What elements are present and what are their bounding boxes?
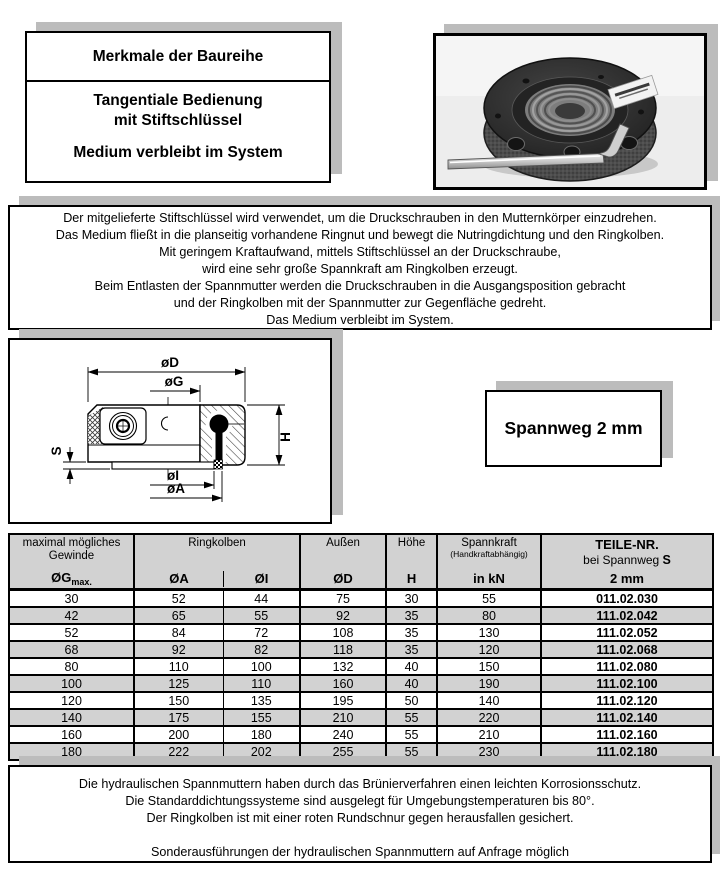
description-box [8, 205, 712, 330]
table-header-oa: ØA [135, 571, 224, 587]
table-row: 52 84 72 108 35 130 111.02.052 [9, 624, 713, 641]
feature-line-1: Tangentiale Bedienung [93, 92, 263, 109]
dim-label-oa: øA [167, 481, 185, 496]
table-row: 30 52 44 75 30 55 011.02.030 [9, 590, 713, 608]
feature-line-3: Medium verbleibt im System [73, 144, 283, 161]
description-line: Das Medium fließt in die planseitig vorhandene Ringnut und bewegt die Nutringdichtung und den Ringkolben. [55, 228, 665, 242]
table-row: 80 110 100 132 40 150 111.02.080 [9, 658, 713, 675]
table-row: 140 175 155 210 55 220 111.02.140 [9, 709, 713, 726]
table-header-oi: ØI [254, 571, 269, 586]
table-row: 160 200 180 240 55 210 111.02.160 [9, 726, 713, 743]
table-row: 180 222 202 255 55 230 111.02.180 [9, 743, 713, 760]
table-header-teilenr: TEILE-NR. bei Spannweg S 2 mm [541, 534, 713, 590]
description-line: Der mitgelieferte Stiftschlüssel wird verwendet, um die Druckschrauben in den Mutternkörper einzudrehen. [63, 211, 657, 225]
spannweg-label: Spannweg 2 mm [504, 418, 643, 438]
table-header-aussen: Außen ØD [300, 534, 386, 590]
footer-box [8, 765, 712, 863]
dim-label-og: øG [164, 374, 184, 389]
table-header-gewinde: maximal mögliches Gewinde $ØG_{max.}$ [9, 534, 134, 590]
description-line: Beim Entlasten der Spannmutter werden die Druckschrauben in die Ausgangsposition gebracht [94, 279, 626, 293]
table-row: 42 65 55 92 35 80 111.02.042 [9, 607, 713, 624]
technical-drawing [10, 340, 330, 522]
table-row: 68 92 82 118 35 120 111.02.068 [9, 641, 713, 658]
spannweg-box [485, 390, 662, 467]
table-row: 120 150 135 195 50 140 111.02.120 [9, 692, 713, 709]
features-box [25, 31, 331, 183]
features-title: Merkmale der Baureihe [27, 33, 329, 82]
product-photo [436, 36, 704, 187]
spec-table [8, 533, 714, 761]
footer-line: Der Ringkolben ist mit einer roten Rundschnur gegen herausfallen gesichert. [146, 811, 574, 825]
table-header-ringkolben: Ringkolben ØA ØI [134, 534, 300, 590]
dim-label-h: H [278, 432, 293, 442]
table-header-hoehe: Höhe H [386, 534, 437, 590]
dim-label-s: S [49, 446, 64, 456]
footer-line: Sonderausführungen der hydraulischen Spannmuttern auf Anfrage möglich [151, 845, 569, 859]
feature-line-2: mit Stiftschlüssel [113, 112, 243, 129]
dim-label-od: øD [161, 355, 179, 370]
footer-line: Die Standarddichtungssysteme sind ausgelegt für Umgebungstemperaturen bis 80°. [125, 794, 595, 808]
footer-line: Die hydraulischen Spannmuttern haben durch das Brünierverfahren einen leichten Korrosionsschutz. [78, 777, 642, 791]
table-row: 100 125 110 160 40 190 111.02.100 [9, 675, 713, 692]
spec-table-wrap [8, 533, 712, 761]
description-line: wird eine sehr große Spannkraft am Ringkolben erzeugt. [202, 262, 518, 276]
description-line: und der Ringkolben mit der Spannmutter zur Gegenfläche gedreht. [173, 296, 547, 310]
description-line: Das Medium verbleibt im System. [266, 313, 454, 327]
drawing-box [8, 338, 332, 524]
description-line: Mit geringem Kraftaufwand, mittels Stiftschlüssel an der Druckschraube, [159, 245, 561, 259]
table-header-spannkraft: Spannkraft (Handkraftabhängig) in kN [437, 534, 541, 590]
dim-label-oi: øI [167, 468, 179, 483]
product-photo-frame [433, 33, 707, 190]
